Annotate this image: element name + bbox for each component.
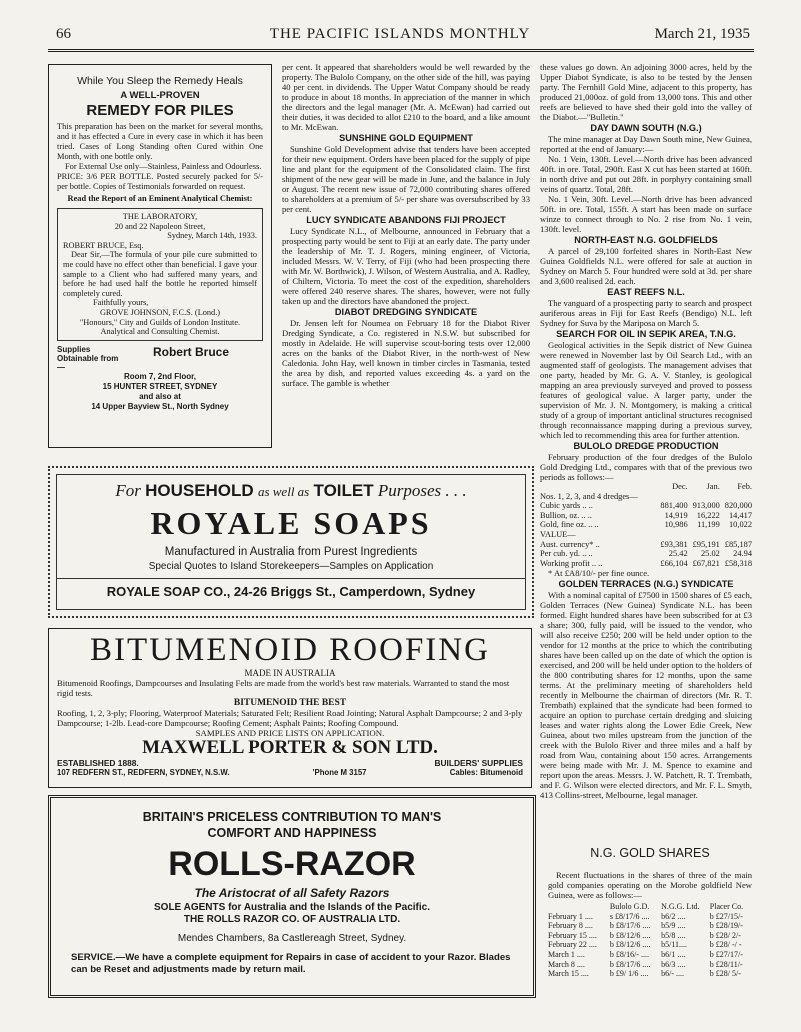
royale-purposes: Purposes . . . (377, 481, 467, 500)
ng-shares-intro (548, 870, 752, 900)
table-cell: 24.94 (733, 549, 752, 559)
ad-bitumenoid (48, 628, 532, 788)
table-cell: 881,400 (660, 501, 688, 511)
table-cell: s £8/17/6 .... (609, 911, 650, 921)
rolls-tagline: The Aristocrat of all Safety Razors (194, 886, 390, 900)
column-3 (540, 62, 752, 800)
ad-piles-sub: A WELL-PROVEN (120, 90, 200, 101)
heading-lucy: LUCY SYNDICATE ABANDONS FIJI PROJECT (306, 215, 506, 225)
table-cell: b £8/17/6 .... (609, 959, 651, 969)
table-cell: b6/3 .... (661, 959, 686, 969)
table-row (540, 520, 752, 530)
lab-line-8: "Honours," City and Guilds of London Institute. (79, 317, 241, 327)
table-cell: £67,821 (692, 558, 720, 568)
table-cell: b £28/ -/ - (709, 940, 742, 950)
table-row (540, 559, 752, 569)
table-cell: 820,000 (724, 501, 752, 511)
table-cell: b6/1 .... (661, 949, 686, 959)
table-row (548, 940, 752, 950)
table-cell: Per cub. yd. .. .. (540, 549, 593, 559)
table-cell: 11,199 (697, 520, 720, 530)
royale-as-well: as well as (257, 484, 310, 499)
ad-piles (48, 64, 272, 448)
ad-piles-tagline: While You Sleep the Remedy Heals (77, 75, 243, 87)
col2-para-1: Sunshine Gold Development advise that tenders have been accepted for their new equipment. Orders have been placed for the supply of pipe line and plant for the equipment of the Consolidated claim. The first shipment of the new gear will be made in June, and the balance in July or August. The recent new issue of 72,000 contributing shares offered to shareholders at a premium of 5/- per share was oversubscribed by 33 per cent. (282, 144, 530, 214)
bitum-info-row-2 (49, 768, 531, 777)
bitum-address: 107 REDFERN ST., REDFERN, SYDNEY, N.S.W. (57, 768, 230, 777)
lab-line-6: Faithfully yours, (93, 298, 149, 308)
table-cell: Bullion, oz. .. .. (540, 510, 592, 520)
table-cell: b £28/19/- (709, 921, 743, 931)
bitum-p2: Roofing, 1, 2, 3-ply; Flooring, Waterproof Materials; Saturated Felt; Resilient Road Jointing; Natural Asphalt Dampcourse; 2 and 3-ply Dampcourse; 1-2lb. Lead-core Dampcourse; Roofing Cement; Asphalt Paints; Roofing Compound. (57, 708, 523, 728)
column-2 (282, 62, 530, 388)
table-cell: b £28/ 2/- (709, 930, 741, 940)
col2-para-0: per cent. It appeared that shareholders would be well rewarded by the property. The Bulolo Company, on the other side of the hill, was paying 40 per cent. in dividends. The Upper Watut Company should be ready to produce in about 18 months. In appreciation of the manner in which the directors and the legal manager (Mr. A. McEwan) had carried out their duties, it was decided to allot £210 to the board, and a like amount to Mr. McEwan. (282, 62, 530, 132)
col3-para-1c: No. 1 Vein, 30ft. Level.—North drive has been advanced 50ft. in ore. Total, 155ft. A start has been made on surface winze to connect through to No. 2 rise from No. 1 vein, 130ft. level. (540, 194, 752, 234)
table-row (548, 912, 752, 922)
bulolo-production-table (540, 482, 752, 568)
ad-piles-p1: This preparation has been on the market for several months, and it has effected a Cure in every case in which it has been tried. Cases of Long Standing often Cured within One Month, with one bottle only. (57, 122, 263, 161)
table-cell: £58,318 (724, 558, 752, 568)
table-cell: b6/- .... (661, 969, 684, 979)
lab-line-9: Analytical and Consulting Chemist. (100, 327, 220, 337)
bitum-cables: Cables: Bitumenoid (449, 768, 523, 777)
table-header-cell: N.G.G. Ltd. (661, 902, 700, 911)
royale-made: Manufactured in Australia from Purest Ingredients (164, 546, 418, 558)
bitum-info-row-1 (49, 758, 531, 768)
table-cell: £66,104 (660, 558, 688, 568)
header-rule (48, 49, 754, 50)
table-row (540, 511, 752, 521)
table-cell: Aust. currency* .. (540, 539, 600, 549)
bitum-phone: 'Phone M 3157 (312, 768, 367, 777)
table-cell: February 15 .... (548, 930, 597, 940)
royale-purposes-line (57, 481, 525, 501)
ad-piles-title: REMEDY FOR PILES (86, 102, 234, 119)
table-row (540, 540, 752, 550)
address-line-1: Room 7, 2nd Floor, (123, 371, 196, 381)
table-cell: b5/9 .... (661, 921, 686, 931)
table-cell (720, 530, 752, 540)
table-row (548, 921, 752, 931)
table-cell: February 8 .... (548, 921, 593, 931)
table-cell: Cubic yards .. .. (540, 501, 593, 511)
table-cell: 14,919 (664, 510, 688, 520)
royale-company: ROYALE SOAP CO., 24-26 Briggs St., Camperdown, Sydney (106, 584, 476, 599)
col2-para-3: Dr. Jensen left for Noumea on February 18 for the Diabot River Dredging Syndicate, a Co. registered in N.S.W. but subscribed for mostly in Adelaide. He will supervise scout-boring tests over 12,000 acres on the banks of the Diabot River, in the north-west of New Caledonia. John Hay, well known in timber circles in Tasmania, tested the area by dish, and reported values exceeding 4s. a yard on the surface. The gamble is whether (282, 318, 530, 388)
heading-day-dawn: DAY DAWN SOUTH (N.G.) (590, 123, 702, 133)
rolls-brand: ROLLS-RAZOR (168, 845, 416, 883)
table-cell: Nos. 1, 2, 3, and 4 dredges— (540, 491, 638, 501)
heading-sunshine: SUNSHINE GOLD EQUIPMENT (339, 133, 473, 143)
table-cell: 16,222 (696, 510, 720, 520)
table-cell: b £8/16/- .... (609, 949, 649, 959)
lab-letter (57, 208, 263, 341)
heading-sepik-oil: SEARCH FOR OIL IN SEPIK AREA, T.N.G. (556, 329, 736, 339)
table-cell: b £8/17/6 .... (609, 921, 651, 931)
col3-para-2: A parcel of 29,100 forfeited shares in North-East New Guinea Goldfields N.L. were offered for sale at auction in Sydney on March 5. Four hundred were sold at 3d. per share and 3,600 realised 2d. each. (540, 246, 752, 286)
table-cell: 10,986 (664, 520, 688, 530)
bitum-best: BITUMENOID THE BEST (233, 698, 347, 708)
table-cell: March 15 .... (548, 969, 589, 979)
table-cell (655, 492, 687, 502)
supplier-address (57, 372, 263, 412)
table-footnote: * At £A8/10/- per fine ounce. (548, 568, 650, 579)
royale-quotes: Special Quotes to Island Storekeepers—Samples on Application (148, 561, 434, 572)
table-row (540, 501, 752, 511)
table-header-cell: Placer Co. (709, 902, 744, 911)
page-number: 66 (56, 26, 71, 42)
bitum-established: ESTABLISHED 1888. (57, 758, 139, 768)
ad-piles-supplier (57, 345, 263, 372)
table-cell: b5/8 .... (661, 930, 686, 940)
ng-shares-table (548, 902, 752, 979)
bitum-builders: BUILDERS' SUPPLIES (434, 758, 523, 768)
header-rule-2 (48, 51, 754, 52)
heading-north-east: NORTH-EAST N.G. GOLDFIELDS (574, 235, 718, 245)
table-cell (720, 492, 752, 502)
table-cell: b £8/12/6 .... (609, 930, 651, 940)
table-cell: £93,381 (660, 539, 688, 549)
heading-east-reefs: EAST REEFS N.L. (607, 287, 685, 297)
table-header-cell: Feb. (737, 482, 752, 491)
address-line-4: 14 Upper Bayview St., North Sydney (91, 401, 229, 411)
bitum-company: MAXWELL PORTER & SON LTD. (142, 737, 438, 758)
table-cell: 10,022 (728, 520, 752, 530)
royale-for: For (115, 481, 141, 500)
table-row (548, 950, 752, 960)
ng-shares-title: N.G. GOLD SHARES (590, 846, 710, 860)
table-row (548, 969, 752, 979)
rolls-line-1: BRITAIN'S PRICELESS CONTRIBUTION TO MAN'S (142, 810, 442, 824)
bitum-title: BITUMENOID ROOFING (90, 632, 490, 668)
table-cell: b £8/12/6 .... (609, 940, 651, 950)
table-cell: £85,187 (724, 539, 752, 549)
table-cell: b £28/ 5/- (709, 969, 741, 979)
table-cell: Working profit .. .. (540, 558, 603, 568)
table-header-cell: Bulolo G.D. (609, 902, 650, 911)
col3-para-3: The vanguard of a prospecting party to search and prospect auriferous areas in Fiji for East Reefs (Bendigo) N.L. left Sydney for Suva by the Mariposa on March 5. (540, 298, 752, 328)
col3-para-6: With a nominal capital of £7500 in 1500 shares of £5 each, Golden Terraces (New Guinea) Syndicate N.L. has been formed. Eight hundred shares have been subscribed for at £3 a share; 300, fully paid, will be issued to the vendor, who will also receive £250; 200 will be held under option to the vendor for 12 months at the price to which the contributing shares have been called up on the date of which the option is exercised, and 200 will be held under option to the holders of the 800 contributing shares for 12 months, upon the same terms. At the preliminary meeting of shareholders held recently in Melbourne the chairman of directors (Mr. R. T. Trembath) explained that the syndicate had been formed to acquire an option to purchase certain dredging and sluicing leases and water rights along the Lower Edie Creek, New Guinea, about two miles upstream from the junction of the creek with the Bulolo River and three miles and a half by road from Wau, containing about 150 acres. Arrangements were being made with Mr. J. M. Spence to examine and report upon the areas. Messrs. J. W. Patchett, R. T. Trembath, and F. G. Wilson were elected directors, and Mr. F. L. Smyth, 413 Collins-street, Melbourne, legal manager. (540, 590, 752, 801)
table-cell: 14,417 (728, 510, 752, 520)
col2-para-2: Lucy Syndicate N.L., of Melbourne, announced in February that a prospecting party would be sent to Fiji at an early date. The party under the leadership of Mr. T. J. Rogers, mining engineer, of Victoria, included Messrs. W. V. Terry, of Fiji (who had been prospecting there with Mr. W. Borthwick), J. Wilson, of Western Australia, and A. Radley, of Chiltern, Victoria. To meet the cost of the expedition, shareholders were offered 240 reserve shares. The shares, however, were not fully taken up and the directors have abandoned the project. (282, 226, 530, 306)
lab-line-3: Sydney, March 14th, 1933. (167, 231, 257, 241)
ad-royale-frame (56, 474, 526, 610)
table-header-cell: Dec. (672, 482, 688, 491)
table-body (540, 492, 752, 569)
table-cell (655, 530, 687, 540)
bitum-samples: SAMPLES AND PRICE LISTS ON APPLICATION. (195, 728, 385, 738)
ng-gold-shares (548, 846, 752, 979)
table-row (540, 492, 752, 502)
heading-bulolo: BULOLO DREDGE PRODUCTION (573, 441, 719, 451)
address-line-2: 15 HUNTER STREET, SYDNEY (102, 381, 218, 391)
table-header-row (548, 902, 752, 912)
rolls-sole: SOLE AGENTS for Australia and the Islands of the Pacific. (154, 902, 430, 913)
table-cell: b5/11.... (661, 940, 688, 950)
ad-royale-soaps (48, 466, 534, 618)
table-cell: 913,000 (692, 501, 720, 511)
ad-rolls-razor (48, 795, 536, 998)
table-cell: 25.02 (700, 549, 720, 559)
supplies-label: Supplies Obtainable from— (57, 344, 119, 372)
table-cell (688, 492, 720, 502)
heading-golden-terraces: GOLDEN TERRACES (N.G.) SYNDICATE (558, 579, 734, 590)
table-cell: b £9/ 1/6 .... (609, 969, 649, 979)
col3-para-4: Geological activities in the Sepik district of New Guinea were renewed in November last by Oil Search Ltd., with an augmented staff of geologists. The management advises that one party, headed by Mr. G. A. V. Stanley, is geological mapping an area previously surveyed and proved to possess features of geological value. A larger party, under the supervision of Mr. J. N. Montgomery, is making a critical study of a group of important anticlinal structures recognised through reconnaissance mapping during a previous survey, which led to recommending this area for further attention. (540, 340, 752, 440)
supplier-name: Robert Bruce (152, 344, 229, 359)
lab-line-4: ROBERT BRUCE, Esq. (63, 240, 144, 250)
table-row (540, 549, 752, 559)
table-header-cell (548, 902, 610, 912)
ad-piles-p3: PRICE: 3/6 PER BOTTLE. Posted securely packed for 5/- per bottle. Copies of Testimonials forwarded on request. (57, 172, 263, 191)
table-cell (688, 530, 720, 540)
address-line-3: and also at (139, 391, 181, 401)
table-cell: March 8 .... (548, 959, 585, 969)
ad-piles-body (57, 122, 263, 192)
lab-line-5: Dear Sir,—The formula of your pile cure submitted to me could have no effect other than beneficial. I gave your sample to a Client who had suffered many years, and before he had used half the bottle he reported himself completely cured. (63, 250, 257, 298)
heading-diabot: DIABOT DREDGING SYNDICATE (334, 307, 478, 317)
royale-toilet: TOILET (313, 481, 374, 500)
royale-brand: ROYALE SOAPS (150, 505, 432, 541)
bitum-made: MADE IN AUSTRALIA (244, 668, 336, 678)
rolls-service: SERVICE.—We have a complete equipment for Repairs in case of accident to your Razor. Blades can be Reset and adjustments made by return mail. (71, 952, 511, 975)
table-row (548, 960, 752, 970)
rolls-address: Mendes Chambers, 8a Castlereagh Street, Sydney. (177, 933, 407, 944)
running-header (50, 24, 750, 46)
table-body (548, 912, 752, 979)
rolls-line-2: COMFORT AND HAPPINESS (207, 826, 377, 840)
table-cell: b £27/17/- (709, 949, 743, 959)
table-row (540, 530, 752, 540)
table-cell: b £28/11/- (709, 959, 743, 969)
table-header-cell (540, 482, 655, 492)
lab-line-1: THE LABORATORY, (122, 212, 198, 221)
table-cell: £95,191 (692, 539, 720, 549)
royale-household: HOUSEHOLD (145, 481, 254, 500)
table-header-row (540, 482, 752, 492)
col3-para-1: The mine manager at Day Dawn South mine, New Guinea, reported at the end of January:— (540, 134, 752, 154)
col3-para-0: these values go down. An adjoining 3000 acres, held by the Upper Diabot Syndicate, is also to be tested by the Jensen party. The Fernhill Gold Mine, adjacent to this property, has produced 21,000oz. of gold from 13,000 tons. This and other reefs are believed to have shed their gold into the valley of the Diabot.—"Bulletin." (540, 62, 752, 122)
table-cell: b6/2 .... (661, 911, 686, 921)
table-cell: March 1 .... (548, 949, 585, 959)
lab-line-2: 20 and 22 Napoleon Street, (114, 221, 206, 231)
bitum-p1: Bitumenoid Roofings, Dampcourses and Insulating Felts are made from the world's best raw materials. Warranted to stand the most rigid tests. (57, 678, 510, 698)
table-cell: b £27/15/- (709, 911, 743, 921)
table-cell: VALUE— (540, 529, 576, 539)
issue-date: March 21, 1935 (654, 26, 750, 42)
journal-title: THE PACIFIC ISLANDS MONTHLY (269, 26, 531, 42)
lab-line-7: GROVE JOHNSON, F.C.S. (Lond.) (99, 307, 221, 317)
ng-shares-intro-text: Recent fluctuations in the shares of three of the main gold companies operating on the Morobe goldfield New Guinea, were as follows:— (548, 870, 752, 900)
table-cell: February 22 .... (548, 940, 597, 950)
ad-piles-p2: For External Use only—Stainless, Painless and Odourless. (65, 162, 262, 171)
col3-para-5: February production of the four dredges of the Bulolo Gold Dredging Ltd., compares with that of the previous two periods as follows:— (540, 452, 752, 482)
table-header-cell: Jan. (706, 482, 720, 491)
table-cell: Gold, fine oz. .. .. (540, 520, 599, 530)
table-row (548, 931, 752, 941)
table-cell: 25.42 (668, 549, 688, 559)
ad-piles-report: Read the Report of an Eminent Analytical Chemist: (67, 194, 253, 203)
rolls-company: THE ROLLS RAZOR CO. OF AUSTRALIA LTD. (183, 914, 401, 925)
table-cell: February 1 .... (548, 911, 593, 921)
col3-para-1b: No. 1 Vein, 130ft. Level.—North drive has been advanced 40ft. in ore. Total, 290ft. East X cut has been started at 160ft. in north drive and put out 28ft. in porphyry containing small veins of quartz. Total, 28ft. (540, 154, 752, 194)
